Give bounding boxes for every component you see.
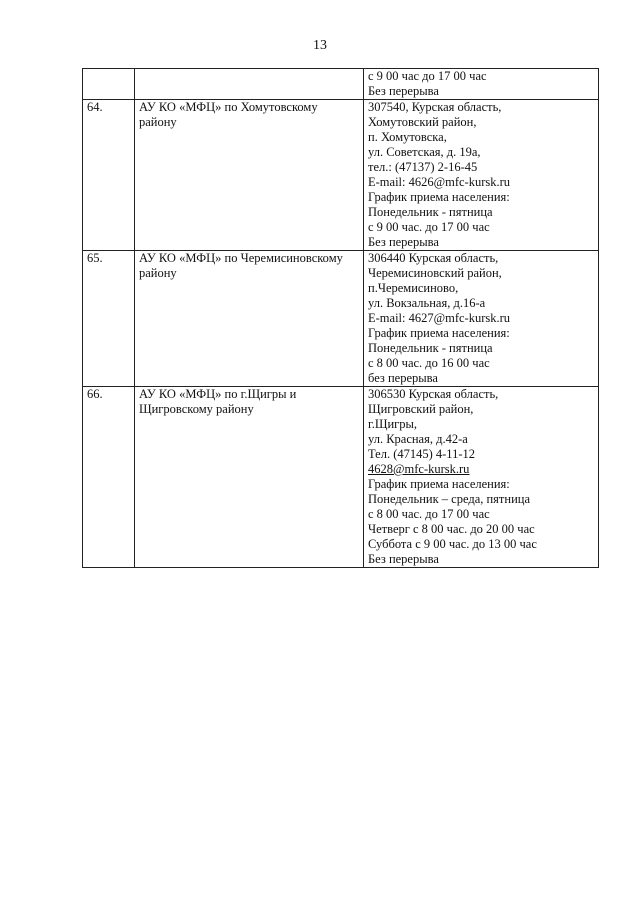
details-line: п.Черемисиново, (368, 281, 459, 295)
details-line: График приема населения: (368, 326, 510, 340)
details-line: График приема населения: (368, 477, 510, 491)
email-line: E-mail: 4626@mfc-kursk.ru (368, 175, 511, 189)
details-cell (364, 100, 599, 251)
details-line: п. Хомутовска, (368, 130, 447, 144)
organization-cell (135, 251, 364, 387)
details-line: с 9 00 час. до 17 00 час (368, 220, 490, 234)
details-line: ул. Советская, д. 19а, (368, 145, 481, 159)
page-number: 13 (313, 38, 327, 53)
details-line: Тел. (47145) 4-11-12 (368, 447, 476, 461)
row-number-cell (83, 69, 135, 100)
details-line: 306530 Курская область, (368, 387, 499, 401)
details-cell (364, 251, 599, 387)
table-row (83, 251, 599, 387)
details-line: ул. Красная, д.42-а (368, 432, 468, 446)
details-cell (364, 69, 599, 100)
organization-line: Щигровскому району (139, 402, 254, 416)
details-line: Без перерыва (368, 84, 439, 98)
details-line: Понедельник - пятница (368, 205, 493, 219)
details-line: с 8 00 час. до 17 00 час (368, 507, 490, 521)
table-row (83, 387, 599, 568)
details-line: Без перерыва (368, 552, 439, 566)
details-line: с 8 00 час. до 16 00 час (368, 356, 490, 370)
details-line: тел.: (47137) 2-16-45 (368, 160, 478, 174)
details-line: Понедельник – среда, пятница (368, 492, 531, 506)
row-number-cell: 65. (83, 251, 135, 387)
row-number-cell: 64. (83, 100, 135, 251)
table-row (83, 69, 599, 100)
details-line: Черемисиновский район, (368, 266, 502, 280)
details-line: График приема населения: (368, 190, 510, 204)
organization-cell (135, 69, 364, 100)
details-line: Щигровский район, (368, 402, 474, 416)
details-line: 307540, Курская область, (368, 100, 502, 114)
details-cell (364, 387, 599, 568)
details-line: Без перерыва (368, 235, 439, 249)
row-number-cell: 66. (83, 387, 135, 568)
details-line: Суббота с 9 00 час. до 13 00 час (368, 537, 537, 551)
details-line: без перерыва (368, 371, 438, 385)
email-line: E-mail: 4627@mfc-kursk.ru (368, 311, 511, 325)
details-line: с 9 00 час до 17 00 час (368, 69, 487, 83)
email-link[interactable]: 4628@mfc-kursk.ru (368, 462, 470, 476)
details-line: 306440 Курская область, (368, 251, 499, 265)
details-line: г.Щигры, (368, 417, 418, 431)
organization-line: району (139, 115, 177, 129)
organization-cell (135, 100, 364, 251)
details-line: Понедельник - пятница (368, 341, 493, 355)
organization-line: АУ КО «МФЦ» по Хомутовскому (139, 100, 318, 114)
organization-line: АУ КО «МФЦ» по Черемисиновскому (139, 251, 343, 265)
organization-line: району (139, 266, 177, 280)
organization-cell (135, 387, 364, 568)
mfc-offices-table (82, 68, 599, 568)
organization-line: АУ КО «МФЦ» по г.Щигры и (139, 387, 297, 401)
details-line: Четверг с 8 00 час. до 20 00 час (368, 522, 535, 536)
table-row (83, 100, 599, 251)
details-line: Хомутовский район, (368, 115, 477, 129)
details-line: ул. Вокзальная, д.16-а (368, 296, 486, 310)
